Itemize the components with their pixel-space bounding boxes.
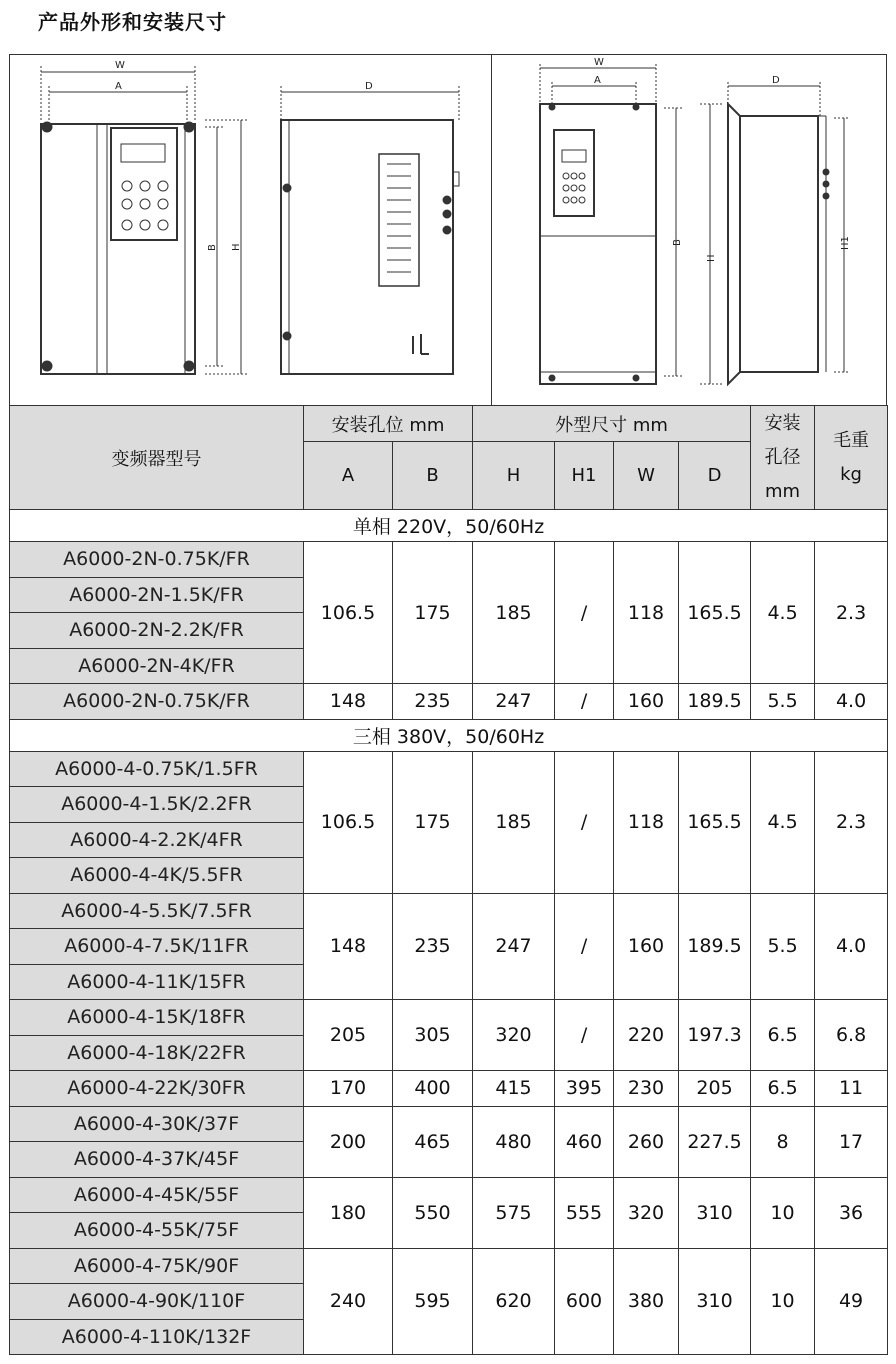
- model-cell: A6000-2N-4K/FR: [10, 648, 304, 684]
- model-cell: A6000-4-15K/18FR: [10, 1000, 304, 1036]
- label-H-left: H: [231, 243, 242, 251]
- model-cell: A6000-4-45K/55F: [10, 1177, 304, 1213]
- value-H: 480: [473, 1106, 555, 1177]
- value-A: 148: [304, 684, 393, 720]
- model-cell: A6000-2N-0.75K/FR: [10, 542, 304, 578]
- value-W: 118: [614, 542, 679, 684]
- value-hole-diameter: 5.5: [751, 893, 815, 1000]
- value-H: 575: [473, 1177, 555, 1248]
- value-gross-weight: 2.3: [815, 751, 888, 893]
- voltage-group-label: 三相 380V，50/60Hz: [10, 719, 888, 751]
- value-hole-diameter: 6.5: [751, 1000, 815, 1071]
- model-cell: A6000-4-18K/22FR: [10, 1035, 304, 1071]
- value-W: 380: [614, 1248, 679, 1355]
- table-row: [10, 893, 888, 929]
- value-B: 400: [393, 1071, 473, 1107]
- value-H1: 600: [555, 1248, 614, 1355]
- value-W: 160: [614, 893, 679, 1000]
- header-outline-size: 外型尺寸 mm: [473, 406, 751, 442]
- header-H: H: [473, 442, 555, 510]
- label-A-right: A: [594, 75, 601, 86]
- header-W: W: [614, 442, 679, 510]
- large-inverter-drawing: [492, 54, 887, 406]
- value-B: 235: [393, 893, 473, 1000]
- model-cell: A6000-4-75K/90F: [10, 1248, 304, 1284]
- voltage-group-label: 单相 220V，50/60Hz: [10, 510, 888, 542]
- table-row: [10, 1248, 888, 1284]
- value-D: 165.5: [679, 542, 751, 684]
- header-A: A: [304, 442, 393, 510]
- value-H: 415: [473, 1071, 555, 1107]
- value-W: 260: [614, 1106, 679, 1177]
- label-W-left: W: [115, 60, 125, 71]
- model-cell: A6000-2N-0.75K/FR: [10, 684, 304, 720]
- value-D: 227.5: [679, 1106, 751, 1177]
- value-D: 189.5: [679, 684, 751, 720]
- value-D: 197.3: [679, 1000, 751, 1071]
- value-W: 230: [614, 1071, 679, 1107]
- value-gross-weight: 6.8: [815, 1000, 888, 1071]
- model-cell: A6000-4-55K/75F: [10, 1213, 304, 1249]
- value-D: 205: [679, 1071, 751, 1107]
- voltage-group-row: [10, 719, 888, 751]
- value-gross-weight: 36: [815, 1177, 888, 1248]
- value-H1: 555: [555, 1177, 614, 1248]
- header-hole-diameter: 安装 孔径 mm: [751, 406, 815, 510]
- model-cell: A6000-4-7.5K/11FR: [10, 929, 304, 965]
- value-gross-weight: 2.3: [815, 542, 888, 684]
- value-hole-diameter: 4.5: [751, 542, 815, 684]
- value-H: 185: [473, 751, 555, 893]
- value-hole-diameter: 8: [751, 1106, 815, 1177]
- value-gross-weight: 17: [815, 1106, 888, 1177]
- value-H: 247: [473, 893, 555, 1000]
- value-A: 106.5: [304, 542, 393, 684]
- label-A-left: A: [115, 81, 122, 92]
- dimension-spec-table: [9, 405, 888, 1355]
- value-H: 185: [473, 542, 555, 684]
- value-A: 106.5: [304, 751, 393, 893]
- header-H1: H1: [555, 442, 614, 510]
- table-row: [10, 684, 888, 720]
- value-hole-diameter: 10: [751, 1248, 815, 1355]
- value-B: 235: [393, 684, 473, 720]
- label-W-right: W: [594, 57, 604, 68]
- value-hole-diameter: 5.5: [751, 684, 815, 720]
- model-cell: A6000-4-11K/15FR: [10, 964, 304, 1000]
- value-A: 240: [304, 1248, 393, 1355]
- value-B: 550: [393, 1177, 473, 1248]
- value-H1: 395: [555, 1071, 614, 1107]
- small-inverter-drawing: [9, 54, 491, 406]
- table-row: [10, 1177, 888, 1213]
- value-hole-diameter: 4.5: [751, 751, 815, 893]
- model-cell: A6000-4-90K/110F: [10, 1284, 304, 1320]
- model-cell: A6000-2N-1.5K/FR: [10, 577, 304, 613]
- table-row: [10, 1000, 888, 1036]
- value-A: 148: [304, 893, 393, 1000]
- value-H: 247: [473, 684, 555, 720]
- label-H1-right: H1: [840, 236, 851, 250]
- voltage-group-row: [10, 510, 888, 542]
- value-A: 205: [304, 1000, 393, 1071]
- value-gross-weight: 11: [815, 1071, 888, 1107]
- model-cell: A6000-4-37K/45F: [10, 1142, 304, 1178]
- value-W: 118: [614, 751, 679, 893]
- value-hole-diameter: 10: [751, 1177, 815, 1248]
- header-D: D: [679, 442, 751, 510]
- header-B: B: [393, 442, 473, 510]
- model-cell: A6000-4-1.5K/2.2FR: [10, 787, 304, 823]
- value-gross-weight: 49: [815, 1248, 888, 1355]
- value-H1: /: [555, 751, 614, 893]
- model-cell: A6000-4-0.75K/1.5FR: [10, 751, 304, 787]
- value-hole-diameter: 6.5: [751, 1071, 815, 1107]
- table-row: [10, 542, 888, 578]
- value-D: 310: [679, 1177, 751, 1248]
- value-gross-weight: 4.0: [815, 684, 888, 720]
- value-H: 620: [473, 1248, 555, 1355]
- label-D-left: D: [365, 81, 373, 92]
- page-title: 产品外形和安装尺寸: [38, 10, 227, 34]
- value-B: 595: [393, 1248, 473, 1355]
- value-H1: /: [555, 893, 614, 1000]
- value-gross-weight: 4.0: [815, 893, 888, 1000]
- value-H1: 460: [555, 1106, 614, 1177]
- table-row: [10, 1071, 888, 1107]
- value-H1: /: [555, 1000, 614, 1071]
- value-D: 165.5: [679, 751, 751, 893]
- model-cell: A6000-4-4K/5.5FR: [10, 858, 304, 894]
- model-cell: A6000-4-2.2K/4FR: [10, 822, 304, 858]
- label-H-right: H: [706, 254, 717, 262]
- value-B: 175: [393, 542, 473, 684]
- value-B: 305: [393, 1000, 473, 1071]
- value-B: 175: [393, 751, 473, 893]
- table-row: [10, 751, 888, 787]
- value-A: 200: [304, 1106, 393, 1177]
- model-cell: A6000-4-30K/37F: [10, 1106, 304, 1142]
- value-B: 465: [393, 1106, 473, 1177]
- value-H1: /: [555, 542, 614, 684]
- model-cell: A6000-4-110K/132F: [10, 1319, 304, 1355]
- model-cell: A6000-4-5.5K/7.5FR: [10, 893, 304, 929]
- header-model: 变频器型号: [10, 406, 304, 510]
- model-cell: A6000-2N-2.2K/FR: [10, 613, 304, 649]
- header-gross-weight: 毛重 kg: [815, 406, 888, 510]
- value-H: 320: [473, 1000, 555, 1071]
- value-W: 320: [614, 1177, 679, 1248]
- value-A: 170: [304, 1071, 393, 1107]
- value-W: 220: [614, 1000, 679, 1071]
- label-B-right: B: [672, 239, 683, 246]
- header-mounting-holes: 安装孔位 mm: [304, 406, 473, 442]
- spec-table-body: [10, 510, 888, 1355]
- value-W: 160: [614, 684, 679, 720]
- table-row: [10, 1106, 888, 1142]
- value-H1: /: [555, 684, 614, 720]
- value-D: 189.5: [679, 893, 751, 1000]
- value-D: 310: [679, 1248, 751, 1355]
- label-D-right: D: [772, 75, 780, 86]
- model-cell: A6000-4-22K/30FR: [10, 1071, 304, 1107]
- label-B-left: B: [207, 244, 218, 251]
- value-A: 180: [304, 1177, 393, 1248]
